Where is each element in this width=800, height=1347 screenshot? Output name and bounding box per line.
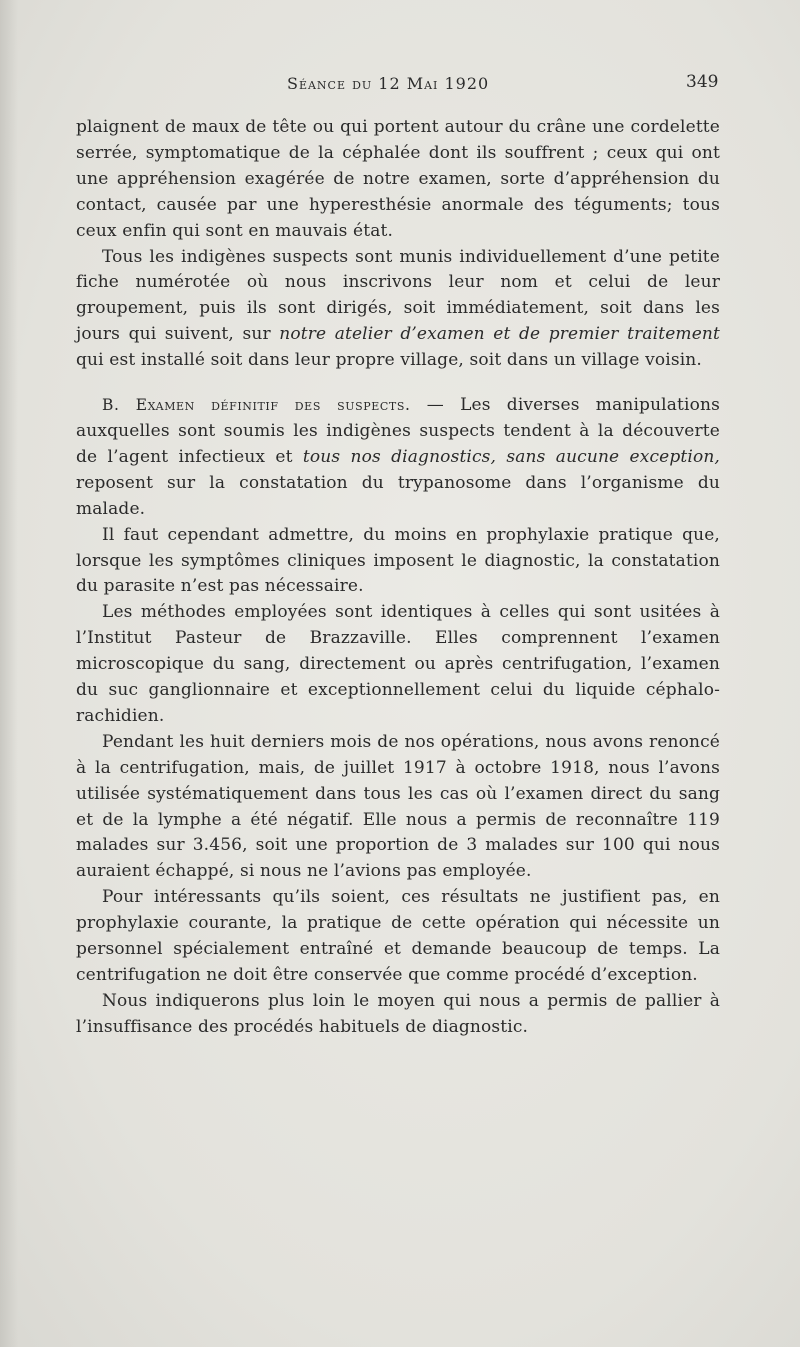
page-gutter-shadow: [0, 0, 18, 1347]
paragraph-2-italic: notre atelier d’examen et de premier traitement: [279, 324, 720, 345]
paragraph-2: [76, 245, 720, 375]
running-title: Séance du 12 Mai 1920: [287, 74, 490, 93]
paragraph-2-text-before: Tous les indigènes suspects sont munis individuellement d’une petite fiche numérotée où nous inscrivons leur nom et celui de leur groupement, puis ils sont dirigés, soit immédiatement, soit dans les jours qui suivent, sur: [76, 246, 720, 345]
paragraph-5: Les méthodes employées sont identiques à celles qui sont usitées à l’Institut Pasteur de Brazzaville. Elles comprennent l’examen microscopique du sang, directement ou après centrifugation, l’examen du suc ganglionnaire et exceptionnellement celui du liquide céphalo-rachidien.: [76, 602, 720, 726]
section-b-paragraph: [76, 393, 720, 523]
section-b-italic: tous nos diagnostics, sans aucune exception,: [302, 446, 720, 467]
body-text: [76, 115, 720, 1041]
running-header: [0, 70, 800, 100]
paragraph-2-text-after: qui est installé soit dans leur propre village, soit dans un village voisin.: [76, 350, 702, 371]
paragraph-8: Nous indiquerons plus loin le moyen qui nous a permis de pallier à l’insuffisance des procédés habituels de diagnostic.: [76, 990, 720, 1037]
paragraph-4: Il faut cependant admettre, du moins en prophylaxie pratique que, lorsque les symptômes cliniques imposent le diagnostic, la constatation du parasite n’est pas nécessaire.: [76, 524, 720, 597]
page-number: 349: [686, 72, 719, 92]
paragraph-6: Pendant les huit derniers mois de nos opérations, nous avons renoncé à la centrifugation, mais, de juillet 1917 à octobre 1918, nous l’avons utilisée systématiquement dans tous les cas où l’examen direct du sang et de la lymphe a été négatif. Elle nous a permis de reconnaître 119 malades sur 3.456, soit une proportion de 3 malades sur 100 qui nous auraient échappé, si nous ne l’avions pas employée.: [76, 731, 720, 882]
paragraph-7: Pour intéressants qu’ils soient, ces résultats ne justifient pas, en prophylaxie courante, la pratique de cette opération qui nécessite un personnel spécialement entraîné et demande beaucoup de temps. La centrifugation ne doit être conservée que comme procédé d’exception.: [76, 887, 720, 985]
section-b-text-before: — Les diverses manipulations auxquelles sont soumis les indigènes suspects tendent à la découverte de l’agent infectieux et: [76, 395, 720, 467]
paragraph-1: plaignent de maux de tête ou qui portent autour du crâne une cordelette serrée, symptomatique de la céphalée dont ils souffrent ; ceux qui ont une appréhension exagérée de notre examen, sorte d’appréhension du contact, causée par une hyperesthésie anormale des téguments; tous ceux enfin qui sont en mauvais état.: [76, 117, 720, 241]
section-b-text-after: reposent sur la constatation du trypanosome dans l’organisme du malade.: [76, 472, 720, 519]
section-b-heading: B. Examen définitif des suspects.: [102, 396, 411, 415]
